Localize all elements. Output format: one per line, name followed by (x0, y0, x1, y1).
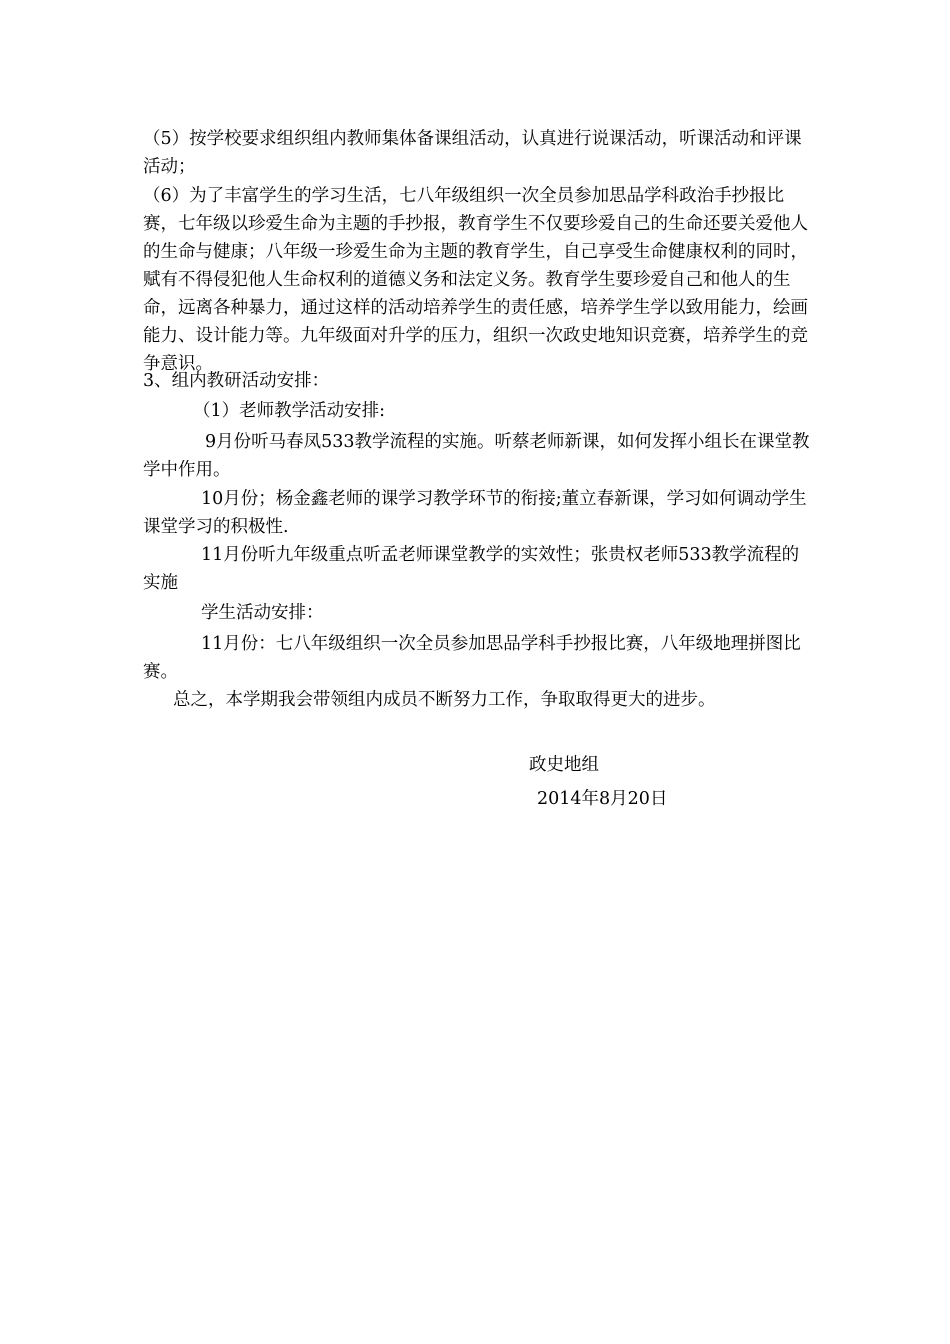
subheading-student-activities: 学生活动安排： (201, 603, 324, 623)
paragraph-september: 9月份听马春凤533教学流程的实施。听蔡老师新课，如何发挥小组长在课堂教学中作用。 (143, 432, 810, 480)
paragraph-november-teachers: 11月份听九年级重点听孟老师课堂教学的实效性；张贵权老师533教学流程的实施 (143, 545, 800, 593)
paragraph-october: 10月份；杨金鑫老师的课学习教学环节的衔接;董立春新课，学习如何调动学生课堂学习的积极性. (143, 489, 807, 537)
paragraph-november-students: 11月份：七八年级组织一次全员参加思品学科手抄报比赛，八年级地理拼图比赛。 (143, 634, 801, 682)
paragraph-item-5: （5）按学校要求组织组内教师集体备课组活动，认真进行说课活动，听课活动和评课活动； (143, 129, 802, 177)
signature-group: 政史地组 (529, 755, 599, 775)
paragraph-item-6: （6）为了丰富学生的学习生活，七八年级组织一次全员参加思品学科政治手抄报比赛，七年级以珍爱生命为主题的手抄报，教育学生不仅要珍爱自己的生命还要关爱他人的生命与健康；八年级一珍爱生命为主题的教育学生，自己享受生命健康权利的同时，赋有不得侵犯他人生命权利的道德义务和法定义务。教育学生要珍爱自己和他人的生命，远离各种暴力，通过这样的活动培养学生的责任感，培养学生学以致用能力，绘画能力、设计能力等。九年级面对升学的压力，组织一次政史地知识竞赛，培养学生的竞争意识。 (143, 186, 808, 374)
subheading-teacher-activities: （1）老师教学活动安排: (193, 401, 386, 421)
signature-date: 2014年8月20日 (537, 789, 668, 809)
paragraph-conclusion: 总之，本学期我会带领组内成员不断努力工作，争取取得更大的进步。 (173, 690, 716, 710)
section-heading-3: 3、组内教研活动安排： (143, 371, 330, 391)
